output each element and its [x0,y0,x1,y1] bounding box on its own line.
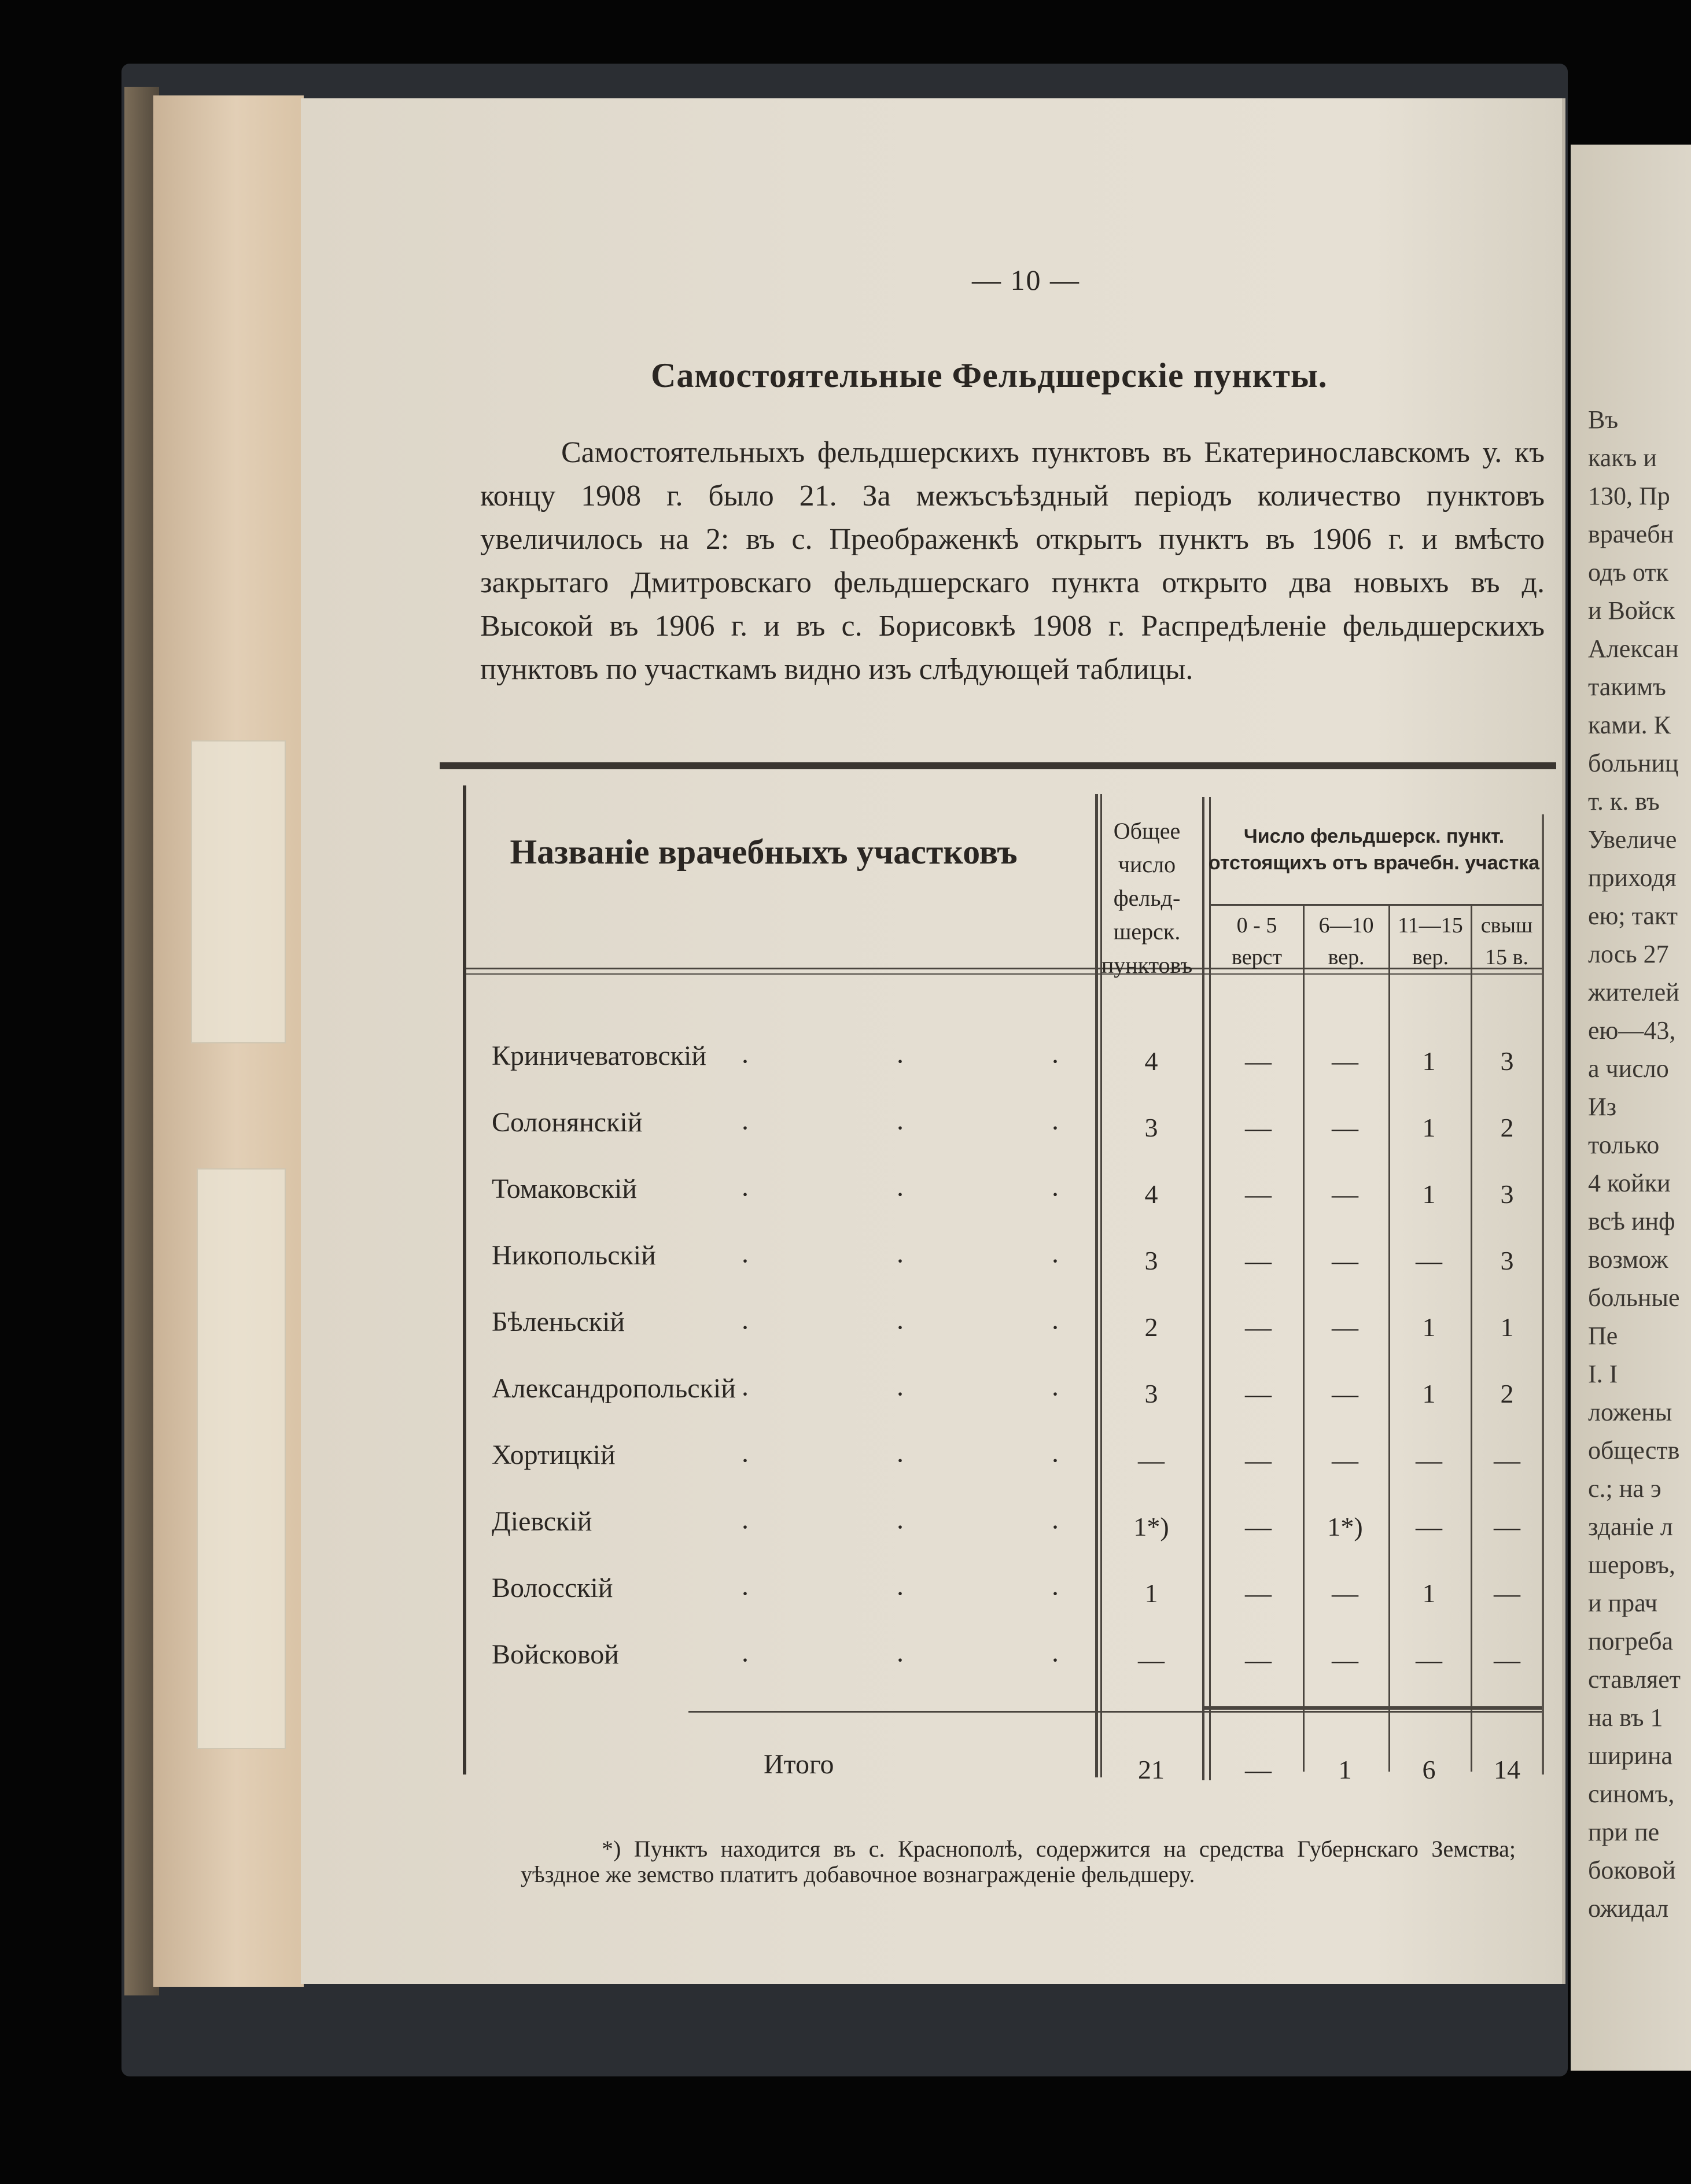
col-rule [1388,904,1390,1772]
total-cell-d0_5: — [1245,1755,1272,1784]
table-cell-d15p: — [1494,1512,1520,1541]
table-cell-total: 2 [1144,1312,1158,1342]
total-cell-d15p: 14 [1494,1755,1520,1784]
table-cell-d11_15: 1 [1422,1578,1436,1608]
table-cell-d6_10: 1*) [1327,1512,1363,1541]
facing-page-line: ками. К [1588,711,1671,739]
facing-page-line: и Войск [1588,596,1675,625]
facing-page-line: шеровъ, [1588,1551,1675,1579]
table-cell-d6_10: — [1332,1113,1358,1142]
table-cell-d6_10: — [1332,1379,1358,1408]
table-cell-d15p: 1 [1500,1312,1514,1342]
col-rule [1209,797,1211,1780]
table-cell-d15p: — [1494,1578,1520,1608]
facing-page-line: больниц [1588,749,1679,777]
table-cell-total: — [1138,1645,1165,1674]
table-cell-d11_15: 1 [1422,1312,1436,1342]
facing-page-line: Из [1588,1093,1617,1121]
table-cell-d6_10: — [1332,1578,1358,1608]
leader-dots: · · · [740,1645,1129,1676]
body-paragraph: Самостоятельныхъ фельдшерскихъ пунктовъ въ Екатеринославскомъ у. къ концу 1908 г. было 21. За межъсъѣздный перiодъ количество пунктовъ увеличилось на 2: въ с. Преображенкѣ открытъ пунктъ въ 1906 г. и вмѣсто закрытаго Дмитровскаго фельдшерскаго пункта открыто два новыхъ въ д. Высокой въ 1906 г. и въ с. Борисовкѣ 1908 г. Распредѣленiе фельдшерскихъ пунктовъ по участкамъ видно изъ слѣдующей таблицы. [480,436,1545,686]
table-cell-total: 4 [1144,1179,1158,1209]
facing-page-line: жителей [1588,978,1679,1006]
table-cell-d15p: — [1494,1445,1520,1475]
table-row-name: Криничеватовскiй [492,1041,706,1071]
repair-tape [191,740,286,1043]
table-cell-d0_5: — [1245,1113,1272,1142]
table-cell-d6_10: — [1332,1046,1358,1076]
facing-page-line: обществ [1588,1436,1680,1464]
facing-page-line: Алексан [1588,634,1679,663]
table-cell-d0_5: — [1245,1312,1272,1342]
table-cell-d15p: 3 [1500,1046,1514,1076]
leader-dots: · · · [740,1512,1129,1543]
leader-dots: · · · [740,1246,1129,1277]
table-top-rule [440,762,1556,769]
facing-page-line: I. I [1588,1360,1618,1388]
table-cell-d6_10: — [1332,1312,1358,1342]
table-row-name: Хортицкiй [492,1440,616,1470]
facing-page-line: Пе [1588,1322,1618,1350]
table-cell-d15p: 3 [1500,1179,1514,1209]
table-cell-total: 1 [1144,1578,1158,1608]
total-cell-d6_10: 1 [1338,1755,1352,1784]
total-rule [1202,1706,1542,1710]
facing-page-line: Въ [1588,405,1619,434]
table-cell-d11_15: 1 [1422,1046,1436,1076]
facing-page-line: возмож [1588,1245,1668,1274]
subheader-rule [1209,904,1542,906]
total-cell-total: 21 [1138,1755,1165,1784]
header-total-points: Общее число фельд-шерск. пунктовъ [1101,818,1193,978]
facing-page [1571,145,1691,2071]
subheader-over-15: свыш 15 в. [1480,913,1533,969]
table-left-rule [463,785,466,1774]
facing-page-line: а число [1588,1054,1669,1083]
facing-page-line: ею; такт [1588,902,1678,930]
table-cell-total: 3 [1144,1113,1158,1142]
facing-page-line: какъ и [1588,444,1657,472]
total-cell-d11_15: 6 [1422,1755,1436,1784]
facing-page-line: т. к. въ [1588,787,1660,816]
header-district-name: Названiе врачебныхъ участковъ [510,833,1018,871]
facing-page-line: только [1588,1131,1660,1159]
table-cell-d6_10: — [1332,1179,1358,1209]
table-cell-d11_15: 1 [1422,1179,1436,1209]
facing-page-line: на въ 1 [1588,1703,1663,1732]
table-row-name: Александропольскiй [492,1373,736,1404]
footnote: *) Пунктъ находится въ с. Краснополѣ, содержится на средства Губернскаго Земства; уѣздное же земство платитъ добавочное вознагражденiе фельдшеру. [521,1836,1516,1887]
table-row-name: Войсковой [492,1639,619,1670]
col-rule [1303,904,1305,1772]
facing-page-line: больные [1588,1283,1680,1312]
table-cell-d0_5: — [1245,1512,1272,1541]
leader-dots: · · · [740,1179,1129,1210]
table-row-name: Дiевскiй [492,1506,592,1537]
data-table [440,762,1556,1812]
table-cell-d0_5: — [1245,1179,1272,1209]
table-cell-total: 3 [1144,1246,1158,1275]
table-row-name: Никопольскiй [492,1240,656,1271]
table-cell-total: 1*) [1133,1512,1169,1541]
table-cell-d15p: — [1494,1645,1520,1674]
leader-dots: · · · [740,1578,1129,1609]
facing-page-line: ширина [1588,1742,1673,1770]
table-cell-d15p: 3 [1500,1246,1514,1275]
header-distance-group: Число фельдшерск. пункт. отстоящихъ отъ врачебн. участка [1208,825,1540,874]
total-row-name: Итого [764,1749,834,1780]
section-heading: Самостоятельные Фельдшерскiе пункты. [651,356,1328,394]
table-cell-d11_15: — [1416,1512,1442,1541]
table-cell-d0_5: — [1245,1645,1272,1674]
leader-dots: · · · [740,1379,1129,1410]
table-row-name: Солонянскiй [492,1107,643,1138]
facing-page-line: 4 койки [1588,1169,1671,1197]
table-cell-d11_15: 1 [1422,1379,1436,1408]
table-row-name: Бѣленьскiй [492,1307,625,1337]
facing-page-line: врачебн [1588,520,1674,548]
table-cell-d6_10: — [1332,1445,1358,1475]
facing-page-line: ожидал [1588,1894,1669,1923]
table-cell-total: 4 [1144,1046,1158,1076]
facing-page-line: ею—43, [1588,1016,1676,1045]
facing-page-line: боковой [1588,1856,1676,1884]
subheader-0-5: 0 - 5 верст [1231,913,1283,969]
facing-page-line: лось 27 [1588,940,1669,968]
facing-page-line: ложены [1588,1398,1672,1426]
table-cell-d11_15: — [1416,1246,1442,1275]
table-cell-d15p: 2 [1500,1379,1514,1408]
total-rule [688,1711,1542,1713]
table-cell-d0_5: — [1245,1046,1272,1076]
header-bottom-rule [466,973,1542,975]
leader-dots: · · · [740,1113,1129,1143]
leader-dots: · · · [740,1312,1129,1343]
leader-dots: · · · [740,1046,1129,1077]
page-number: — 10 — [972,264,1080,296]
table-cell-d11_15: — [1416,1445,1442,1475]
subheader-6-10: 6—10 вер. [1318,913,1374,969]
col-rule [1202,797,1204,1780]
table-cell-d11_15: — [1416,1645,1442,1674]
table-cell-d6_10: — [1332,1246,1358,1275]
table-cell-total: 3 [1144,1379,1158,1408]
table-cell-d0_5: — [1245,1445,1272,1475]
facing-page-line: приходя [1588,864,1677,892]
facing-page-line: с.; на э [1588,1474,1661,1503]
facing-page-line: погреба [1588,1627,1674,1655]
facing-page-line: зданiе л [1588,1512,1673,1541]
table-cell-d0_5: — [1245,1578,1272,1608]
facing-page-line: такимъ [1588,673,1666,701]
table-row-name: Волосскiй [492,1573,613,1603]
subheader-11-15: 11—15 вер. [1398,913,1463,969]
leader-dots: · · · [740,1445,1129,1476]
facing-page-line: Увеличе [1588,825,1677,854]
facing-page-line: одъ отк [1588,558,1668,586]
facing-page-line: ставляет [1588,1665,1681,1694]
facing-page-line: 130, Пр [1588,482,1670,510]
table-cell-total: — [1138,1445,1165,1475]
table-right-rule [1542,814,1544,1774]
table-cell-d0_5: — [1245,1379,1272,1408]
facing-page-line: и прач [1588,1589,1657,1617]
table-cell-d15p: 2 [1500,1113,1514,1142]
table-cell-d0_5: — [1245,1246,1272,1275]
table-row-name: Томаковскiй [492,1174,638,1204]
facing-page-line: всѣ инф [1588,1207,1675,1235]
facing-page-line: синомъ, [1588,1780,1675,1808]
facing-page-line: при пе [1588,1818,1660,1846]
repair-tape [197,1168,286,1749]
table-cell-d11_15: 1 [1422,1113,1436,1142]
table-cell-d6_10: — [1332,1645,1358,1674]
